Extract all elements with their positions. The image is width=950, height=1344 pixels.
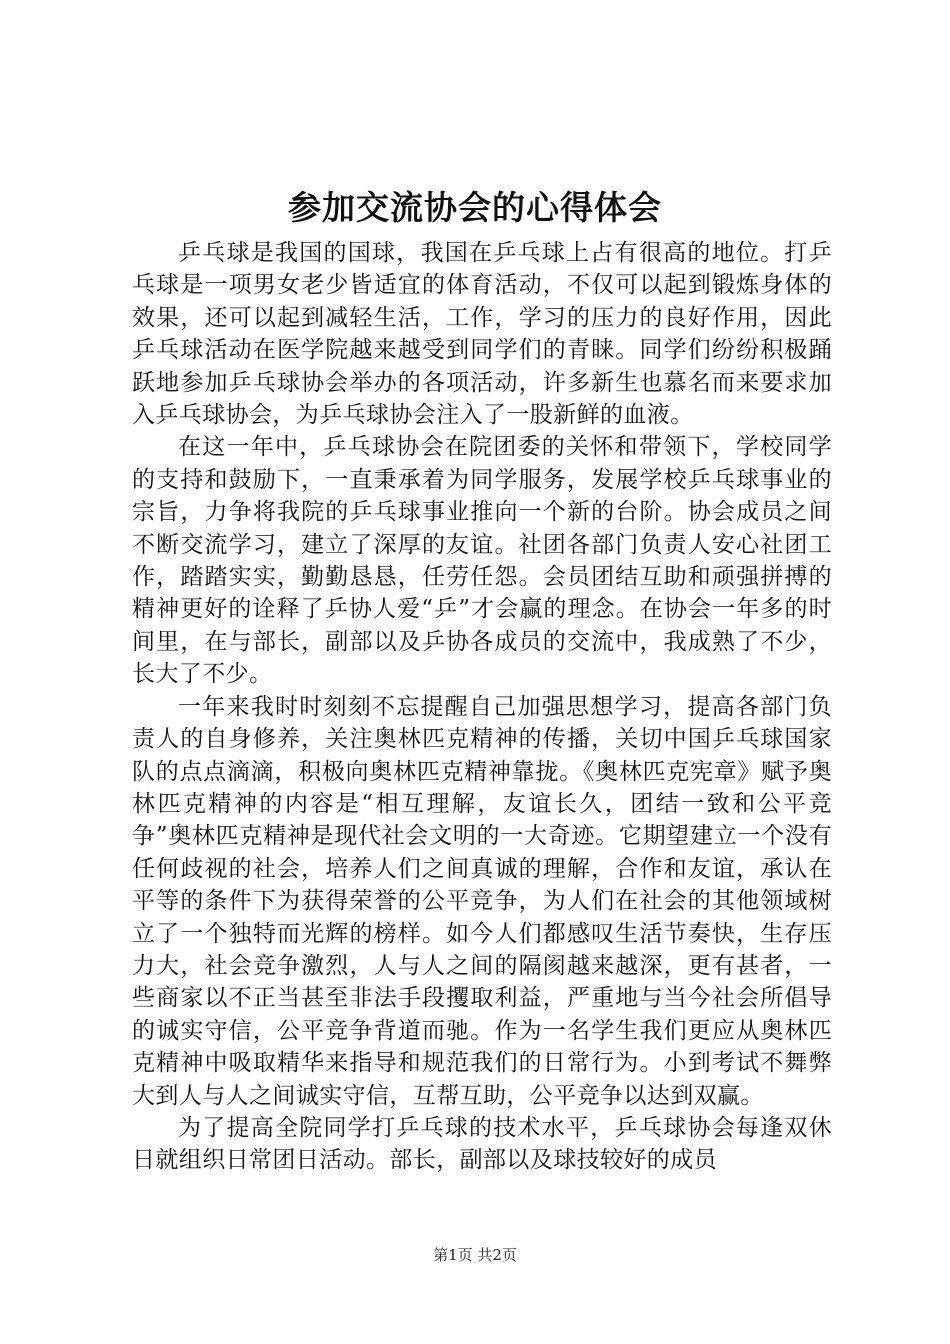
document-body <box>132 237 832 1177</box>
document-title: 参加交流协会的心得体会 <box>288 188 662 227</box>
paragraph: 一年来我时时刻刻不忘提醒自己加强思想学习，提高各部门负责人的自身修养，关注奥林匹克精神的传播，关切中国乒乓球国家队的点点滴滴，积极向奥林匹克精神靠拢。《奥林匹克宪章》赋予奥林匹克精神的内容是“相互理解，友谊长久，团结一致和公平竞争”奥林匹克精神是现代社会文明的一大奇迹。它期望建立一个没有任何歧视的社会，培养人们之间真诚的理解，合作和友谊，承认在平等的条件下为获得荣誉的公平竞争，为人们在社会的其他领域树立了一个独特而光辉的榜样。如今人们都感叹生活节奏快，生存压力大，社会竞争激烈，人与人之间的隔阂越来越深，更有甚者，一些商家以不正当甚至非法手段攫取利益，严重地与当今社会所倡导的诚实守信，公平竞争背道而驰。作为一名学生我们更应从奥林匹克精神中吸取精华来指导和规范我们的日常行为。小到考试不舞弊大到人与人之间诚实守信，互帮互助，公平竞争以达到双赢。 <box>132 693 832 1109</box>
paragraph: 为了提高全院同学打乒乓球的技术水平，乒乓球协会每逢双休日就组织日常团日活动。部长，副部以及球技较好的成员 <box>132 1114 832 1174</box>
paragraph: 乒乓球是我国的国球，我国在乒乓球上占有很高的地位。打乒乓球是一项男女老少皆适宜的体育活动，不仅可以起到锻炼身体的效果，还可以起到减轻生活，工作，学习的压力的良好作用，因此乒乓球活动在医学院越来越受到同学们的青睐。同学们纷纷积极踊跃地参加乒乓球协会举办的各项活动，许多新生也慕名而来要求加入乒乓球协会，为乒乓球协会注入了一股新鲜的血液。 <box>132 240 832 429</box>
paragraph: 在这一年中，乒乓球协会在院团委的关怀和带领下，学校同学的支持和鼓励下，一直秉承着为同学服务，发展学校乒乓球事业的宗旨，力争将我院的乒乓球事业推向一个新的台阶。协会成员之间不断交流学习，建立了深厚的友谊。社团各部门负责人安心社团工作，踏踏实实，勤勤恳恳，任劳任怨。会员团结互助和顽强拼搏的精神更好的诠释了乒协人爱“乒”才会赢的理念。在协会一年多的时间里，在与部长，副部以及乒协各成员的交流中，我成熟了不少，长大了不少。 <box>132 434 832 688</box>
page-footer: 第1页 共2页 <box>433 1246 517 1264</box>
